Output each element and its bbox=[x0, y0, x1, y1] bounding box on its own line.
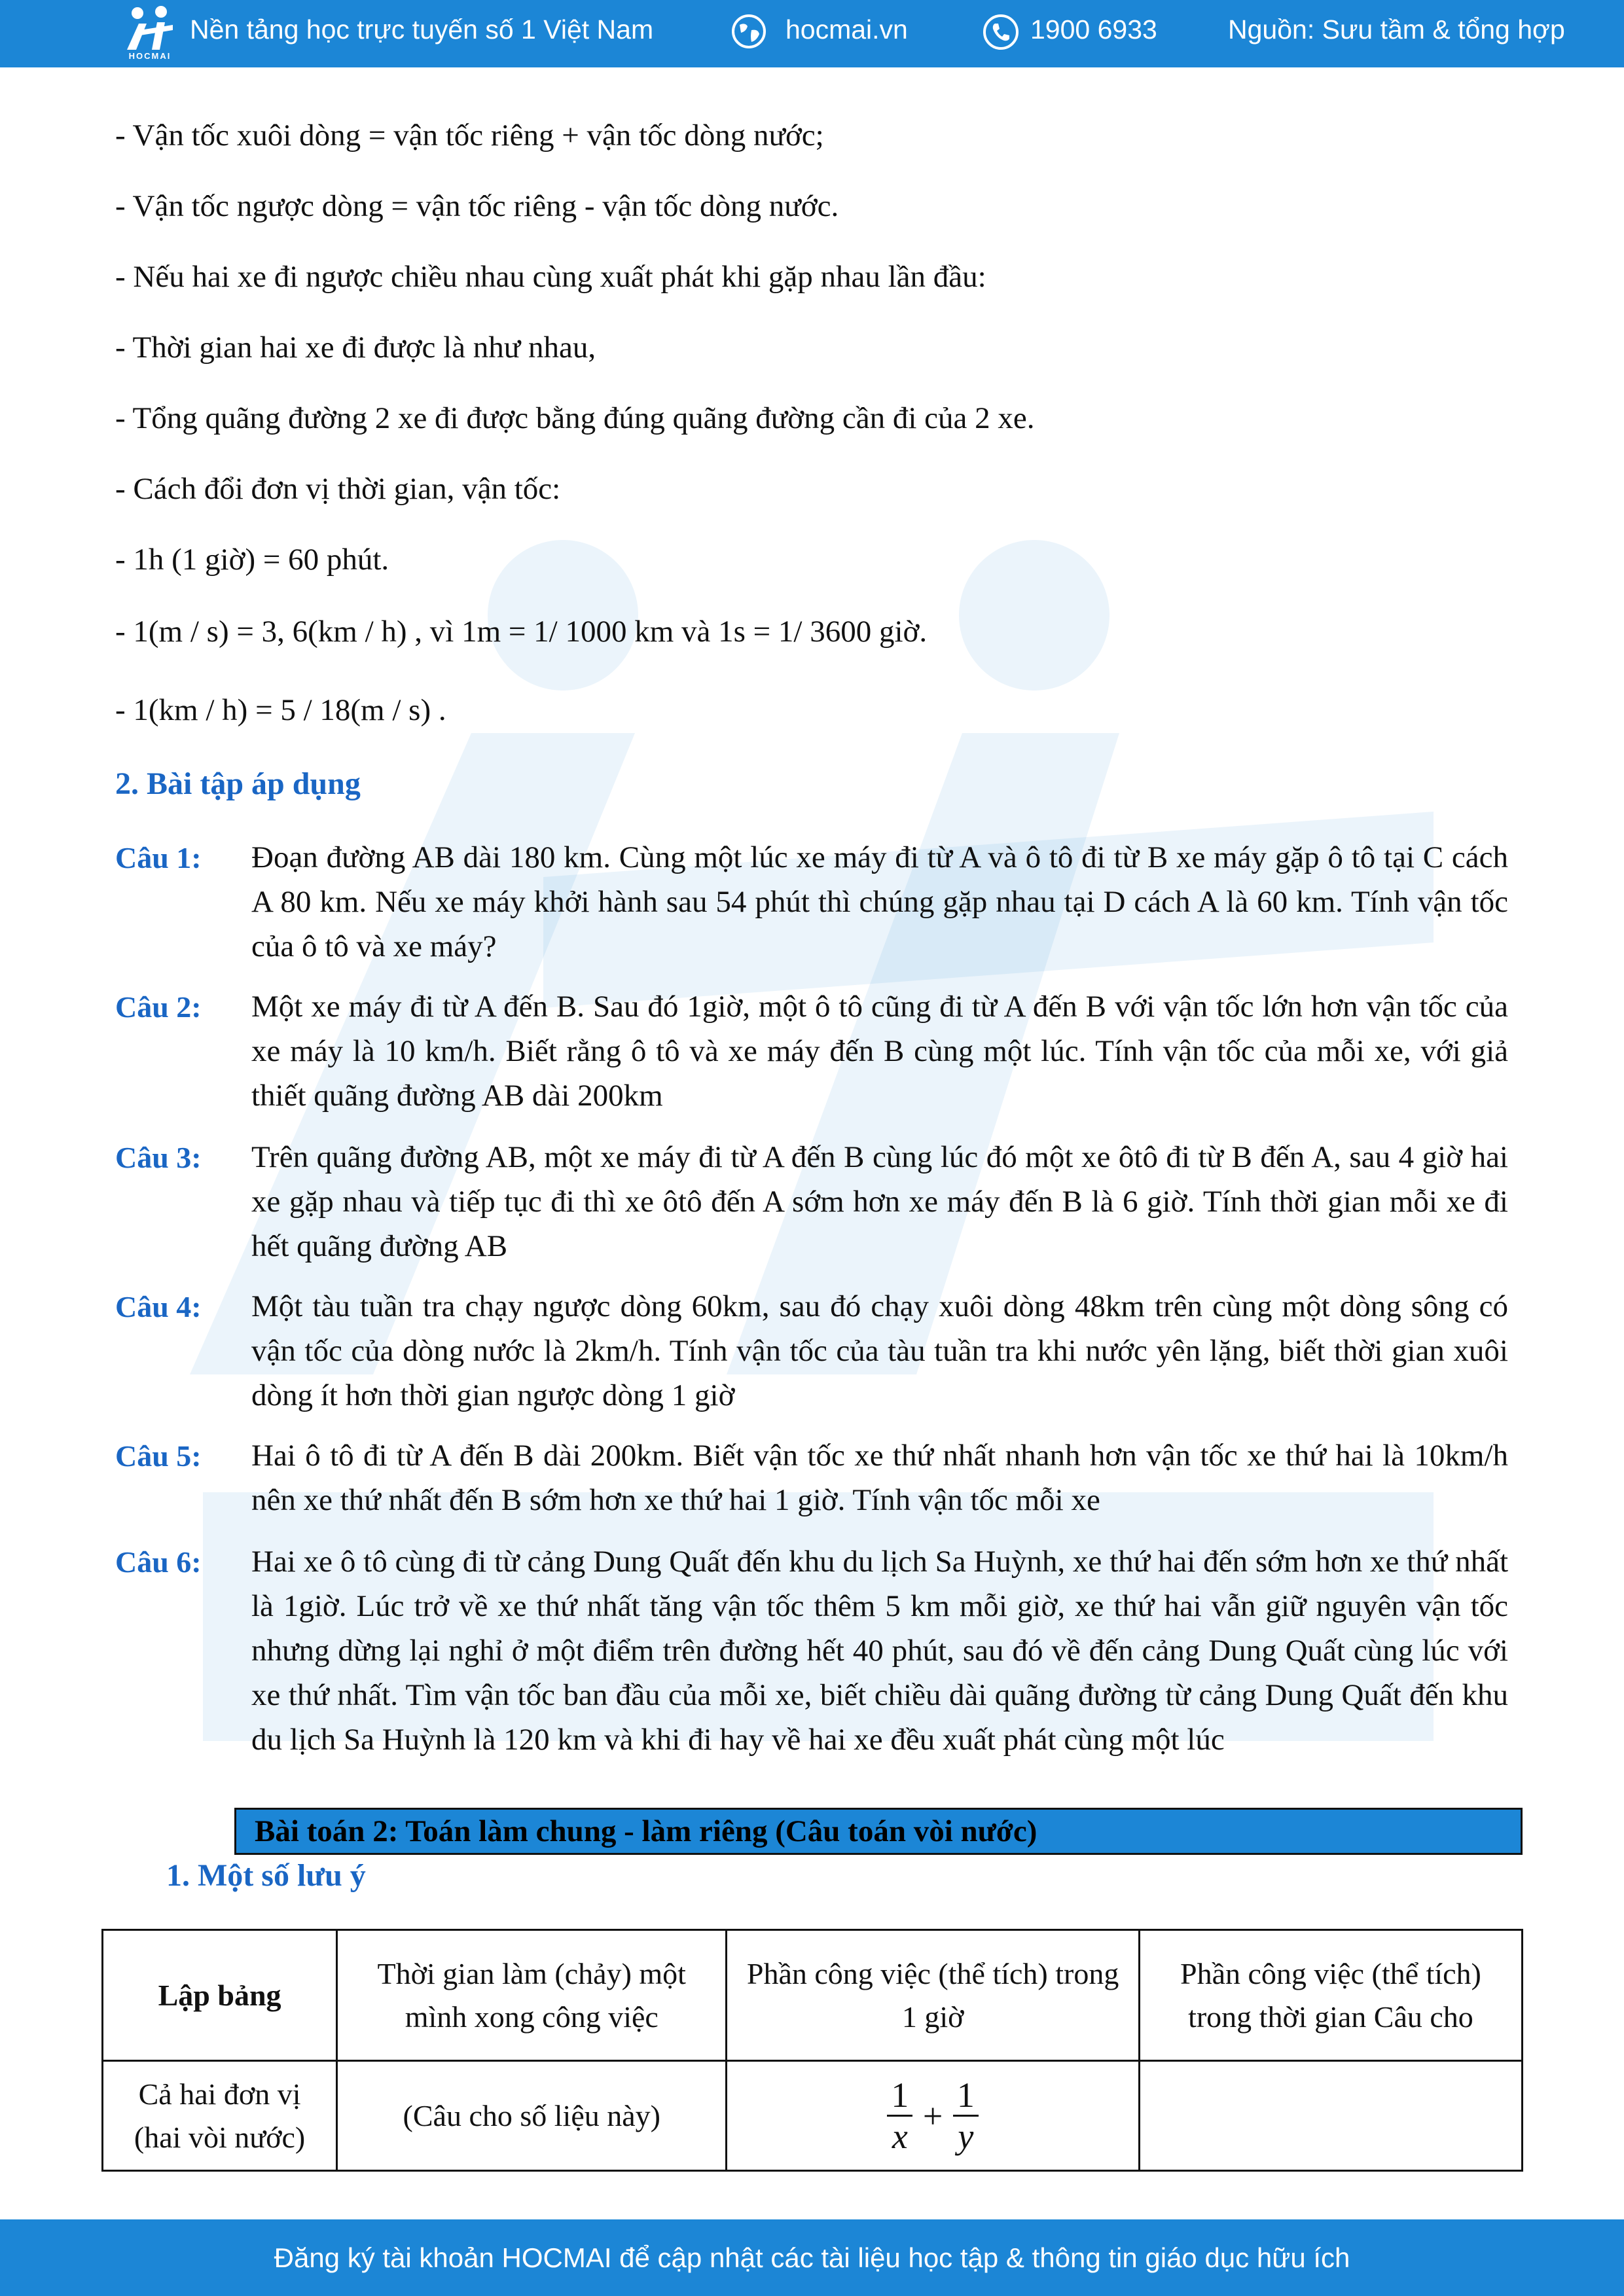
question-label: Câu 6: bbox=[115, 1545, 202, 1579]
problem-2-subtitle: 1. Một số lưu ý bbox=[166, 1858, 366, 1893]
fraction bbox=[887, 2075, 912, 2156]
question-label: Câu 1: bbox=[115, 841, 202, 874]
fraction-numerator: 1 bbox=[887, 2075, 912, 2117]
table-row bbox=[103, 1930, 1523, 2061]
fraction-denominator: x bbox=[892, 2117, 908, 2156]
note-line: - 1(km / h) = 5 / 18(m / s) . bbox=[115, 693, 446, 727]
question-text: Trên quãng đường AB, một xe máy đi từ A đến B cùng lúc đó một xe ôtô đi từ B đến A, sau 4 giờ hai xe gặp nhau và tiếp tục đi thì xe ôtô đến A sớm hơn xe máy đến B là 6 giờ. Tính thời gian mỗi xe đi hết quãng đường AB bbox=[251, 1140, 1508, 1263]
note-line: - 1h (1 giờ) = 60 phút. bbox=[115, 543, 389, 577]
table-cell: (Câu cho số liệu này) bbox=[337, 2061, 727, 2171]
table-header-cell: Phần công việc (thể tích) trong 1 giờ bbox=[727, 1930, 1140, 2061]
table-cell-fraction bbox=[727, 2061, 1140, 2171]
work-rate-table bbox=[101, 1929, 1523, 2172]
fraction bbox=[953, 2075, 979, 2156]
note-line: - Thời gian hai xe đi được là như nhau, bbox=[115, 331, 596, 365]
table-cell: Cả hai đơn vị (hai vòi nước) bbox=[103, 2061, 337, 2171]
fraction-denominator: y bbox=[958, 2117, 974, 2156]
question-label: Câu 4: bbox=[115, 1290, 202, 1323]
note-line: - Vận tốc ngược dòng = vận tốc riêng - vận tốc dòng nước. bbox=[115, 189, 839, 223]
header-phone[interactable]: 1900 6933 bbox=[1030, 14, 1157, 45]
question-label: Câu 5: bbox=[115, 1439, 202, 1473]
note-line: - Vận tốc xuôi dòng = vận tốc riêng + vận tốc dòng nước; bbox=[115, 118, 824, 152]
header-source: Nguồn: Sưu tầm & tổng hợp bbox=[1228, 14, 1565, 45]
section-title: 2. Bài tập áp dụng bbox=[115, 766, 361, 801]
table-header-cell: Phần công việc (thể tích) trong thời gian Câu cho bbox=[1139, 1930, 1522, 2061]
logo-text: HOCMAI bbox=[128, 51, 171, 61]
note-line: - Nếu hai xe đi ngược chiều nhau cùng xuất phát khi gặp nhau lần đầu: bbox=[115, 260, 986, 294]
note-line: - Tổng quãng đường 2 xe đi được bằng đúng quãng đường cần đi của 2 xe. bbox=[115, 401, 1035, 435]
fraction-numerator: 1 bbox=[953, 2075, 979, 2117]
header-slogan: Nền tảng học trực tuyến số 1 Việt Nam bbox=[190, 14, 654, 45]
question-text: Một xe máy đi từ A đến B. Sau đó 1giờ, một ô tô cũng đi từ A đến B với vận tốc lớn hơn vận tốc của xe máy là 10 km/h. Biết rằng ô tô và xe máy đến B cùng một lúc. Tính vận tốc của mỗi xe, với giả thiết quãng đường AB dài 200km bbox=[251, 990, 1508, 1113]
question-text: Hai xe ô tô cùng đi từ cảng Dung Quất đến khu du lịch Sa Huỳnh, xe thứ hai đến sớm hơn xe thứ nhất là 1giờ. Lúc trở về xe thứ nhất tăng vận tốc thêm 5 km mỗi giờ, xe thứ hai vẫn giữ nguyên vận tốc nhưng dừng lại nghỉ ở một điểm trên đường hết 40 phút, sau đó về đến cảng Dung Quất cùng lúc với xe thứ nhất. Tìm vận tốc ban đầu của mỗi xe, biết chiều dài quãng đường từ cảng Dung Quất đến khu du lịch Sa Huỳnh là 120 km và khi đi hay về hai xe đều xuất phát cùng một lúc bbox=[251, 1545, 1508, 1757]
question-text: Hai ô tô đi từ A đến B dài 200km. Biết vận tốc xe thứ nhất nhanh hơn vận tốc xe thứ hai là 10km/h nên xe thứ nhất đến B sớm hơn xe thứ hai 1 giờ. Tính vận tốc mỗi xe bbox=[251, 1439, 1508, 1517]
question-text: Đoạn đường AB dài 180 km. Cùng một lúc xe máy đi từ A và ô tô đi từ B xe máy gặp ô tô tại C cách A 80 km. Nếu xe máy khởi hành sau 54 phút thì chúng gặp nhau tại D cách A là 60 km. Tính vận tốc của ô tô và xe máy? bbox=[251, 840, 1508, 963]
footer-bar[interactable]: Đăng ký tài khoản HOCMAI để cập nhật các tài liệu học tập & thông tin giáo dục hữu ích bbox=[0, 2219, 1624, 2296]
question-text: Một tàu tuần tra chạy ngược dòng 60km, sau đó chạy xuôi dòng 48km trên cùng một dòng sông có vận tốc của dòng nước là 2km/h. Tính vận tốc của tàu tuần tra khi nước yên lặng, biết thời gian xuôi dòng ít hơn thời gian ngược dòng 1 giờ bbox=[251, 1289, 1508, 1412]
problem-2-title: Bài toán 2: Toán làm chung - làm riêng (Câu toán vòi nước) bbox=[234, 1808, 1523, 1855]
question-label: Câu 3: bbox=[115, 1141, 202, 1174]
header-website[interactable]: hocmai.vn bbox=[785, 14, 908, 45]
note-line: - Cách đổi đơn vị thời gian, vận tốc: bbox=[115, 472, 561, 506]
table-row bbox=[103, 2061, 1523, 2171]
note-line: - 1(m / s) = 3, 6(km / h) , vì 1m = 1/ 1000 km và 1s = 1/ 3600 giờ. bbox=[115, 615, 928, 649]
question-label: Câu 2: bbox=[115, 990, 202, 1024]
table-header-cell: Lập bảng bbox=[103, 1930, 337, 2061]
plus-sign: + bbox=[922, 2096, 943, 2136]
table-cell bbox=[1139, 2061, 1522, 2171]
table-header-cell: Thời gian làm (chảy) một mình xong công việc bbox=[337, 1930, 727, 2061]
